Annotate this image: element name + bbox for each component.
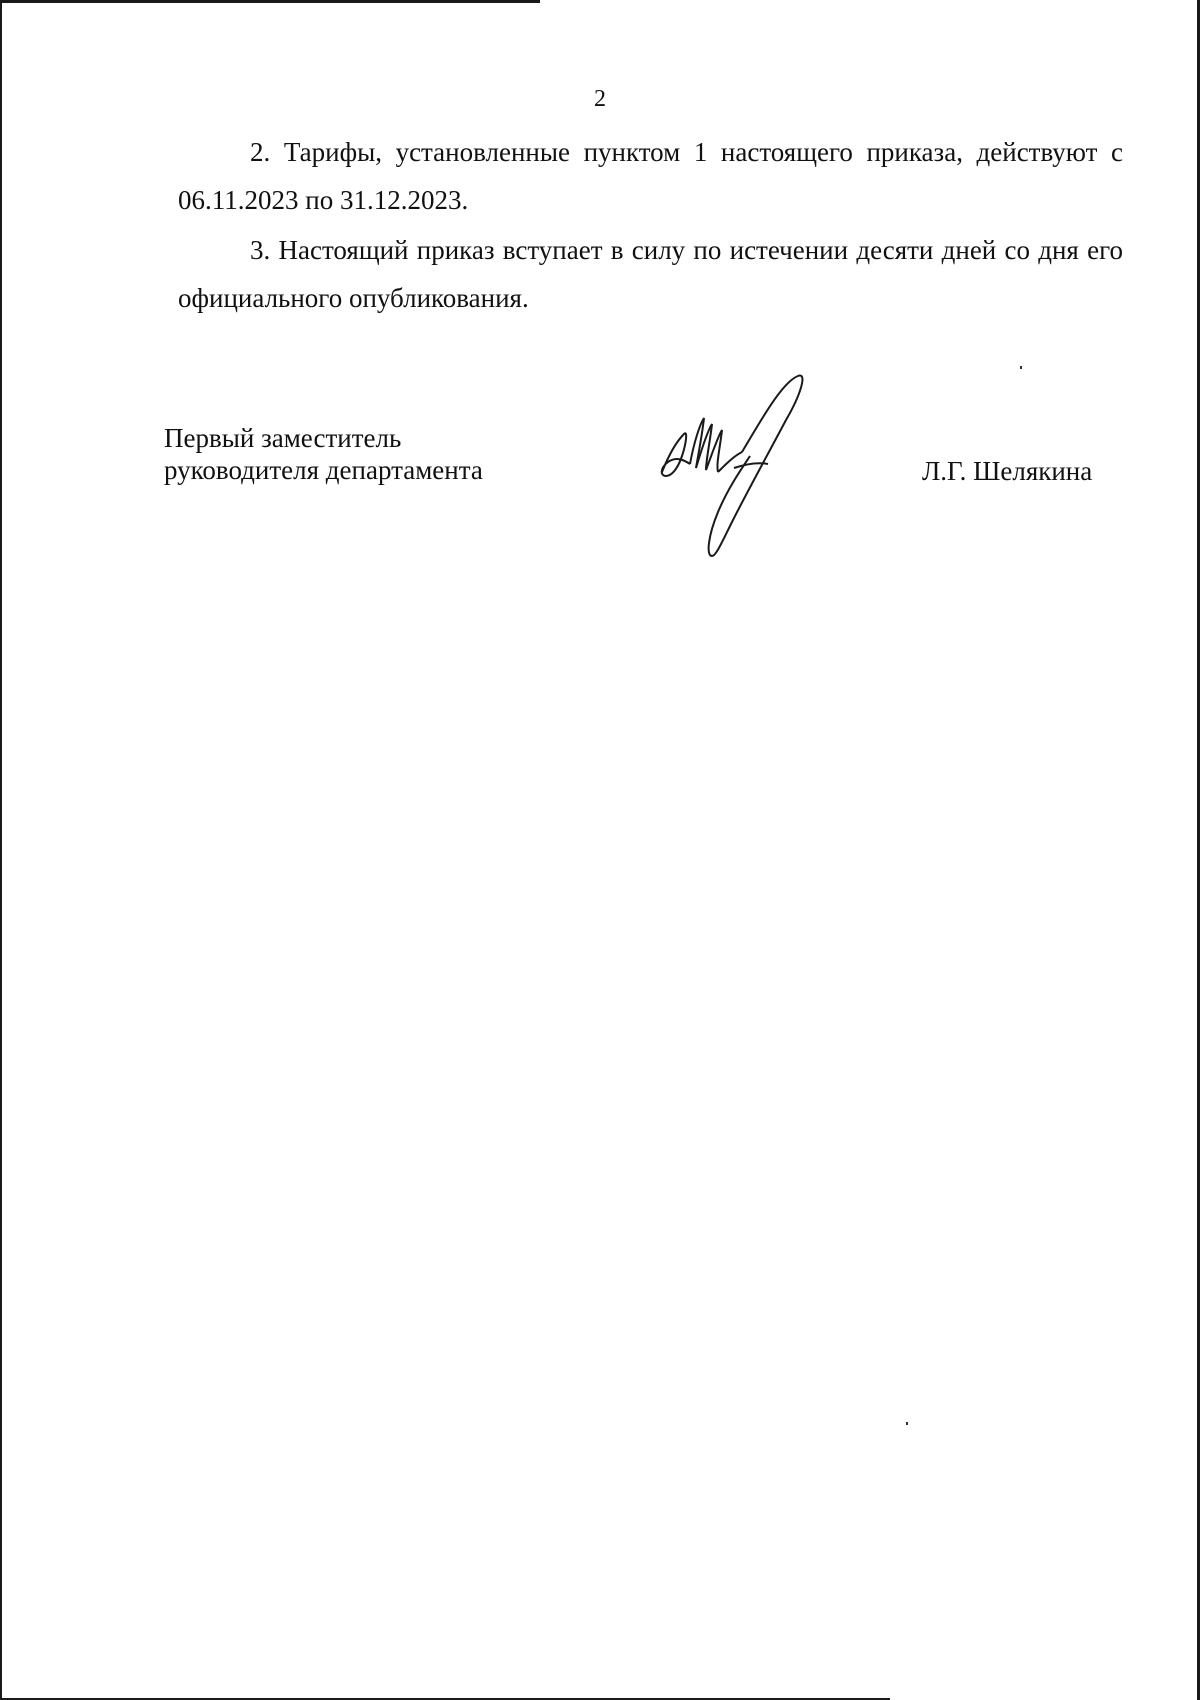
page-number: 2: [594, 86, 606, 112]
scan-edge-top: [0, 0, 540, 3]
paragraph-tariffs-validity: 2. Тарифы, установленные пунктом 1 настоящего приказа, действуют с 06.11.2023 по 31.12.2023.: [178, 137, 1123, 215]
scan-speck: [1020, 366, 1022, 369]
signatory-name: Л.Г. Шелякина: [922, 456, 1093, 486]
paragraph-effective-date: 3. Настоящий приказ вступает в силу по истечении десяти дней со дня его официального опубликования.: [178, 235, 1123, 313]
signatory-title-line2: руководителя департамента: [164, 455, 483, 485]
handwritten-signature: [650, 372, 830, 562]
scan-speck: [906, 1422, 908, 1425]
signatory-title-line1: Первый заместитель: [164, 423, 402, 453]
document-body: [178, 128, 1123, 324]
scan-edge-left: [0, 0, 2, 1700]
signatory-title: [164, 422, 483, 486]
